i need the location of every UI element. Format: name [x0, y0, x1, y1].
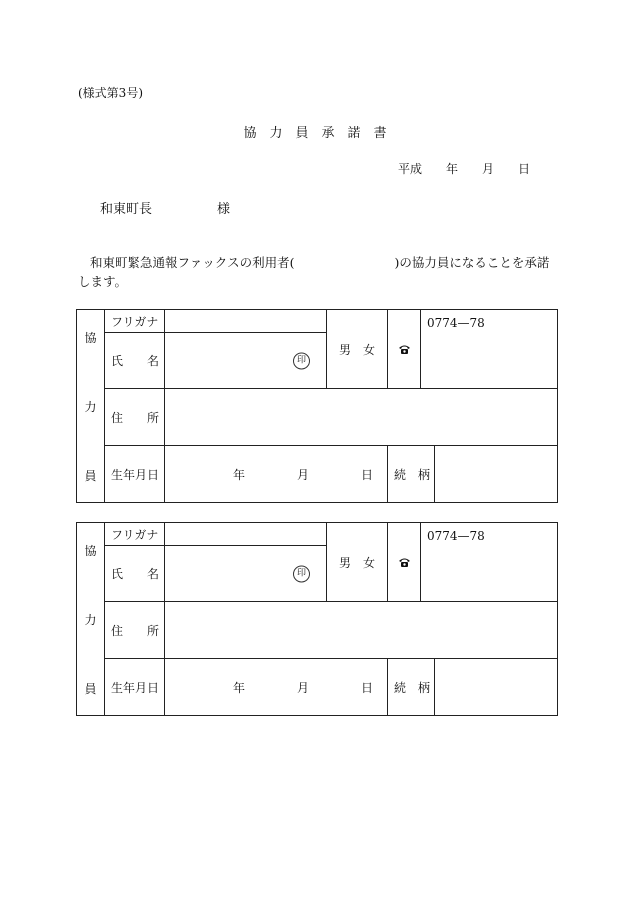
seal-mark: 印 [293, 352, 310, 369]
gender-selector[interactable]: 男 女 [327, 310, 388, 389]
name-field[interactable] [165, 546, 327, 602]
member-form-2 [76, 522, 558, 716]
relation-field[interactable] [435, 659, 558, 716]
address-field[interactable] [165, 602, 558, 659]
member-side-label: 協 力 員 [77, 523, 105, 716]
date-line: 平成 年 月 日 [398, 162, 531, 176]
birthdate-field[interactable]: 年 月 日 [165, 659, 388, 716]
seal-mark: 印 [293, 565, 310, 582]
name-label: 氏 名 [105, 546, 165, 602]
phone-icon [388, 523, 421, 602]
member-side-label: 協 力 員 [77, 310, 105, 503]
relation-label: 続 柄 [388, 446, 435, 503]
name-label: 氏 名 [105, 333, 165, 389]
birthdate-label: 生年月日 [105, 659, 165, 716]
form-number-label: (様式第3号) [78, 86, 143, 100]
phone-field[interactable]: 0774—78 [421, 310, 558, 389]
birthdate-label: 生年月日 [105, 446, 165, 503]
address-label: 住 所 [105, 602, 165, 659]
consent-statement: 和東町緊急通報ファックスの利用者( )の協力員になることを承諾します。 [78, 255, 550, 289]
furigana-label: フリガナ [105, 310, 165, 333]
member-form-1 [76, 309, 558, 503]
gender-selector[interactable]: 男 女 [327, 523, 388, 602]
relation-field[interactable] [435, 446, 558, 503]
phone-icon [388, 310, 421, 389]
furigana-field[interactable] [165, 523, 327, 546]
name-field[interactable] [165, 333, 327, 389]
phone-field[interactable]: 0774—78 [421, 523, 558, 602]
address-label: 住 所 [105, 389, 165, 446]
addressee: 和東町長 様 [100, 202, 231, 217]
birthdate-field[interactable]: 年 月 日 [165, 446, 388, 503]
document-title: 協 力 員 承 諾 書 [243, 126, 387, 141]
address-field[interactable] [165, 389, 558, 446]
relation-label: 続 柄 [388, 659, 435, 716]
furigana-field[interactable] [165, 310, 327, 333]
furigana-label: フリガナ [105, 523, 165, 546]
